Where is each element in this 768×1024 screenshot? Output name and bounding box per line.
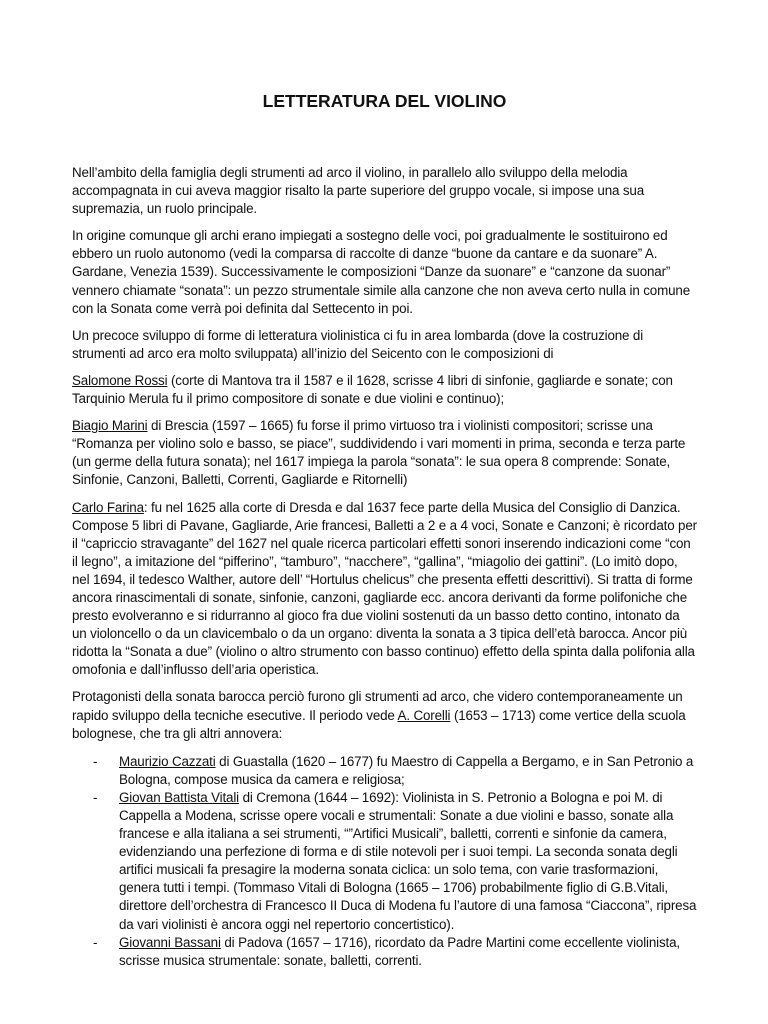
composer-name-rossi: Salomone Rossi bbox=[72, 372, 168, 388]
list-item-vitali bbox=[72, 789, 697, 934]
paragraph-rossi bbox=[72, 372, 697, 408]
paragraph-text: : fu nel 1625 alla corte di Dresda e dal 1637 fece parte della Musica del Consiglio di Danzica. Compose 5 libri di Pavane, Gagliarde, Arie francesi, Balletti a 2 e a 4 voci, Sonate e Canzoni; è ricordato per il “capriccio stravagante” del 1627 nel quale ricerca particolari effetti sonori inserendo indicazioni come “con il legno”, a imitazione del “pifferino”, “tamburo”, “nacchere”, “gallina”, “miagolio dei gattini”. (Lo imitò dopo, nel 1694, il tedesco Walther, autore dell’ “Hortulus chelicus” che presenta effetti descrittivi). Si tratta di forme ancora rinascimentali di sonate, sinfonie, canzoni, gagliarde ecc. ancora derivanti da forme polifoniche che presto evolveranno e si ridurranno al gioco fra due violini sostenuti da un basso detto contino, intonato da un violoncello o da un clavicembalo o da un organo: diventa la sonata a 3 tipica dell’età barocca. Ancor più ridotta la “Sonata a due” (violino o altro strumento con basso continuo) effetto della spinta dalla polifonia alla omofonia e dall’influsso dell’aria operistica. bbox=[72, 499, 697, 678]
paragraph-marini bbox=[72, 417, 697, 489]
paragraph-farina bbox=[72, 499, 697, 680]
document-title: LETTERATURA DEL VIOLINO bbox=[262, 91, 507, 111]
list-dash: - bbox=[93, 753, 98, 769]
composer-name-marini: Biagio Marini bbox=[72, 418, 148, 434]
paragraph-text: Nell’ambito della famiglia degli strumenti ad arco il violino, in parallelo allo sviluppo della melodia accompagnata in cui aveva maggior risalto la parte superiore del gruppo vocale, si impose una sua supremazia, un ruolo principale. bbox=[72, 165, 644, 217]
paragraph-text-after: (1653 – 1713) come vertice della scuola bolognese, che tra gli altri annovera: bbox=[72, 707, 686, 741]
list-item-cazzati bbox=[72, 753, 697, 789]
list-dash: - bbox=[93, 789, 98, 805]
paragraph-origins bbox=[72, 227, 697, 317]
document-page bbox=[72, 90, 697, 970]
composer-name-farina: Carlo Farina bbox=[72, 499, 144, 515]
composer-name-vitali: Giovan Battista Vitali bbox=[119, 789, 240, 805]
list-item-text: di Guastalla (1620 – 1677) fu Maestro di Cappella a Bergamo, e in San Petronio a Bologna, compose musica da camera e religiosa; bbox=[119, 753, 694, 787]
paragraph-text: (corte di Mantova tra il 1587 e il 1628, scrisse 4 libri di sinfonie, gagliarde e sonate; con Tarquinio Merula fu il primo compositore di sonate e due violini e continuo); bbox=[72, 372, 673, 407]
list-dash: - bbox=[93, 934, 98, 950]
composer-name-cazzati: Maurizio Cazzati bbox=[119, 753, 216, 769]
paragraph-baroque bbox=[72, 688, 697, 742]
list-item-bassani bbox=[72, 934, 697, 970]
list-item-text: di Cremona (1644 – 1692): Violinista in S. Petronio a Bologna e poi M. di Cappella a Modena, scrisse opere vocali e strumentali: Sonate a due violini e basso, sonate alla francese e alla italiana a sei strumenti, “”Artifici Musicali”, balletti, correnti e sinfonie da camera, evidenziando una perfezione di forma e di stile notevoli per i suoi tempi. La seconda sonata degli artifici musicali fa presagire la moderna sonata ciclica: un solo tema, con varie trasformazioni, genera tutti i tempi. (Tommaso Vitali di Bologna (1665 – 1706) probabilmente figlio di G.B.Vitali, direttore dell’orchestra di Francesco II Duca di Modena fu l’autore di una famosa “Ciaccona”, ripresa da vari violinisti è ancora oggi nel repertorio concertistico). bbox=[119, 789, 697, 932]
paragraph-text-before: Protagonisti della sonata barocca perciò furono gli strumenti ad arco, che videro contemporaneamente un rapido sviluppo della tecniche esecutive. Il periodo vede bbox=[72, 689, 683, 723]
composer-name-bassani: Giovanni Bassani bbox=[119, 934, 221, 950]
paragraph-text: In origine comunque gli archi erano impiegati a sostegno delle voci, poi gradualmente le sostituirono ed ebbero un ruolo autonomo (vedi la comparsa di raccolte di danze “buone da cantare e da suonare” A. Gardane, Venezia 1539). Successivamente le composizioni “Danze da suonare” e “canzone da suonar” vennero chiamate “sonata”: un pezzo strumentale simile alla canzone che non aveva certo nulla in comune con la Sonata come verrà poi definita dal Settecento in poi. bbox=[72, 228, 690, 316]
paragraph-text: Un precoce sviluppo di forme di letteratura violinistica ci fu in area lombarda (dove la costruzione di strumenti ad arco era molto sviluppata) all’inizio del Seicento con le composizioni di bbox=[72, 327, 644, 361]
composer-list bbox=[72, 753, 697, 970]
list-item-text: di Padova (1657 – 1716), ricordato da Padre Martini come eccellente violinista, scrisse musica strumentale: sonate, balletti, correnti. bbox=[119, 934, 680, 968]
paragraph-lombardy bbox=[72, 327, 697, 363]
paragraph-intro bbox=[72, 164, 697, 218]
composer-name-corelli: A. Corelli bbox=[397, 707, 451, 723]
paragraph-text: di Brescia (1597 – 1665) fu forse il primo virtuoso tra i violinisti compositori; scrisse una “Romanza per violino solo e basso, se piace”, suddividendo i vari momenti in prima, seconda e terza parte (un germe della futura sonata); nel 1617 impiega la parola “sonata”: le sua opera 8 comprende: Sonate, Sinfonie, Canzoni, Balletti, Correnti, Gagliarde e Ritornelli) bbox=[72, 418, 686, 488]
